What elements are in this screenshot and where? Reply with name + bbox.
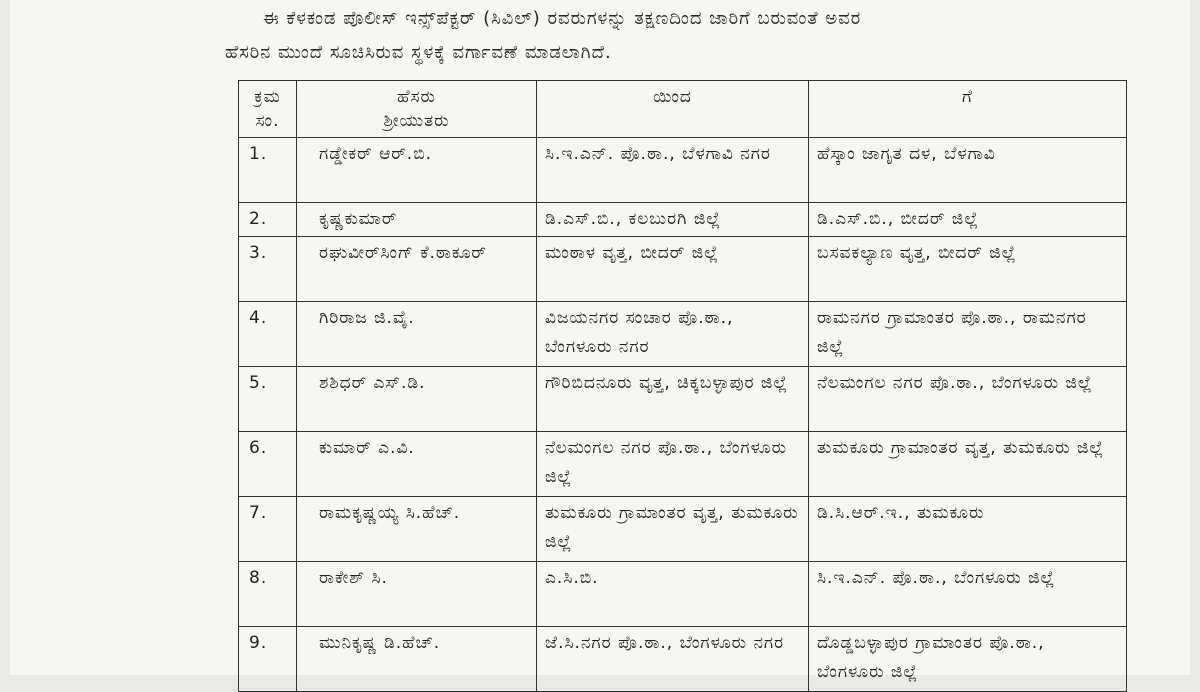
row-serial: 2. xyxy=(239,203,297,237)
row-name: ಕೃಷ್ಣಕುಮಾರ್ xyxy=(297,203,537,237)
table-row xyxy=(239,562,1127,627)
table-row xyxy=(239,302,1127,367)
row-to: ಬಸವಕಲ್ಯಾಣ ವೃತ್ತ, ಬೀದರ್ ಜಿಲ್ಲೆ xyxy=(809,237,1127,302)
row-from: ಮಂಠಾಳ ವೃತ್ತ, ಬೀದರ್ ಜಿಲ್ಲೆ xyxy=(537,237,809,302)
header-from: ಯಿಂದ xyxy=(537,81,809,138)
row-name: ಶಶಿಧರ್ ಎಸ್.ಡಿ. xyxy=(297,367,537,432)
table-row xyxy=(239,237,1127,302)
row-serial: 3. xyxy=(239,237,297,302)
row-serial: 8. xyxy=(239,562,297,627)
row-serial: 1. xyxy=(239,138,297,203)
row-to: ದೊಡ್ಡಬಳ್ಳಾಪುರ ಗ್ರಾಮಾಂತರ ಪೊ.ಠಾ., ಬೆಂಗಳೂರು ಜಿಲ್ಲೆ xyxy=(809,627,1127,692)
table-row xyxy=(239,367,1127,432)
row-serial: 5. xyxy=(239,367,297,432)
row-name: ರಾಮಕೃಷ್ಣಯ್ಯ ಸಿ.ಹೆಚ್. xyxy=(297,497,537,562)
row-from: ತುಮಕೂರು ಗ್ರಾಮಾಂತರ ವೃತ್ತ, ತುಮಕೂರು ಜಿಲ್ಲೆ xyxy=(537,497,809,562)
intro-line-2: ಹೆಸರಿನ ಮುಂದೆ ಸೂಚಿಸಿರುವ ಸ್ಥಳಕ್ಕೆ ವರ್ಗಾವಣೆ ಮಾಡಲಾಗಿದೆ. xyxy=(225,42,612,63)
table-row xyxy=(239,497,1127,562)
row-from: ಗೌರಿಬಿದನೂರು ವೃತ್ತ, ಚಿಕ್ಕಬಳ್ಳಾಪುರ ಜಿಲ್ಲೆ xyxy=(537,367,809,432)
table-row xyxy=(239,203,1127,237)
row-to: ಡಿ.ಎಸ್.ಬಿ., ಬೀದರ್ ಜಿಲ್ಲೆ xyxy=(809,203,1127,237)
row-to: ಹೆಸ್ಕಾಂ ಜಾಗೃತ ದಳ, ಬೆಳಗಾವಿ xyxy=(809,138,1127,203)
row-from: ವಿಜಯನಗರ ಸಂಚಾರ ಪೊ.ಠಾ., ಬೆಂಗಳೂರು ನಗರ xyxy=(537,302,809,367)
row-name: ಕುಮಾರ್ ಎ.ವಿ. xyxy=(297,432,537,497)
row-name: ಗಡ್ಡೇಕರ್ ಆರ್.ಬಿ. xyxy=(297,138,537,203)
intro-line-1: ಈ ಕೆಳಕಂಡ ಪೊಲೀಸ್ ಇನ್ಸ್‌ಪೆಕ್ಟರ್ (ಸಿವಿಲ್) ರವರುಗಳನ್ನು ತಕ್ಷಣದಿಂದ ಜಾರಿಗೆ ಬರುವಂತೆ ಅವರ xyxy=(263,8,862,29)
table-row xyxy=(239,138,1127,203)
row-name: ರಘುವೀರ್‌ಸಿಂಗ್ ಕೆ.ಠಾಕೂರ್ xyxy=(297,237,537,302)
table-header-row xyxy=(239,81,1127,138)
row-to: ಸಿ.ಇ.ಎನ್. ಪೊ.ಠಾ., ಬೆಂಗಳೂರು ಜಿಲ್ಲೆ xyxy=(809,562,1127,627)
header-serial: ಕ್ರಮ ಸಂ. xyxy=(239,81,297,138)
table-row xyxy=(239,432,1127,497)
table-row xyxy=(239,627,1127,692)
header-to: ಗೆ xyxy=(809,81,1127,138)
row-from: ಸಿ.ಇ.ಎನ್. ಪೊ.ಠಾ., ಬೆಳಗಾವಿ ನಗರ xyxy=(537,138,809,203)
row-name: ಗಿರಿರಾಜ ಜಿ.ವೈ. xyxy=(297,302,537,367)
row-serial: 4. xyxy=(239,302,297,367)
row-to: ಡಿ.ಸಿ.ಆರ್.ಇ., ತುಮಕೂರು xyxy=(809,497,1127,562)
intro-paragraph xyxy=(225,2,1185,70)
row-serial: 9. xyxy=(239,627,297,692)
row-from: ಜೆ.ಸಿ.ನಗರ ಪೊ.ಠಾ., ಬೆಂಗಳೂರು ನಗರ xyxy=(537,627,809,692)
header-name: ಹೆಸರು ಶ್ರೀಯುತರು xyxy=(297,81,537,138)
row-serial: 7. xyxy=(239,497,297,562)
row-to: ತುಮಕೂರು ಗ್ರಾಮಾಂತರ ವೃತ್ತ, ತುಮಕೂರು ಜಿಲ್ಲೆ xyxy=(809,432,1127,497)
document-page xyxy=(10,0,1190,682)
row-from: ಎ.ಸಿ.ಬಿ. xyxy=(537,562,809,627)
row-name: ರಾಕೇಶ್ ಸಿ. xyxy=(297,562,537,627)
row-name: ಮುನಿಕೃಷ್ಣ ಡಿ.ಹೆಚ್. xyxy=(297,627,537,692)
row-serial: 6. xyxy=(239,432,297,497)
transfer-table xyxy=(238,80,1127,692)
row-to: ರಾಮನಗರ ಗ್ರಾಮಾಂತರ ಪೊ.ಠಾ., ರಾಮನಗರ ಜಿಲ್ಲೆ xyxy=(809,302,1127,367)
row-from: ಡಿ.ಎಸ್.ಬಿ., ಕಲಬುರಗಿ ಜಿಲ್ಲೆ xyxy=(537,203,809,237)
row-to: ನೆಲಮಂಗಲ ನಗರ ಪೊ.ಠಾ., ಬೆಂಗಳೂರು ಜಿಲ್ಲೆ xyxy=(809,367,1127,432)
row-from: ನೆಲಮಂಗಲ ನಗರ ಪೊ.ಠಾ., ಬೆಂಗಳೂರು ಜಿಲ್ಲೆ xyxy=(537,432,809,497)
